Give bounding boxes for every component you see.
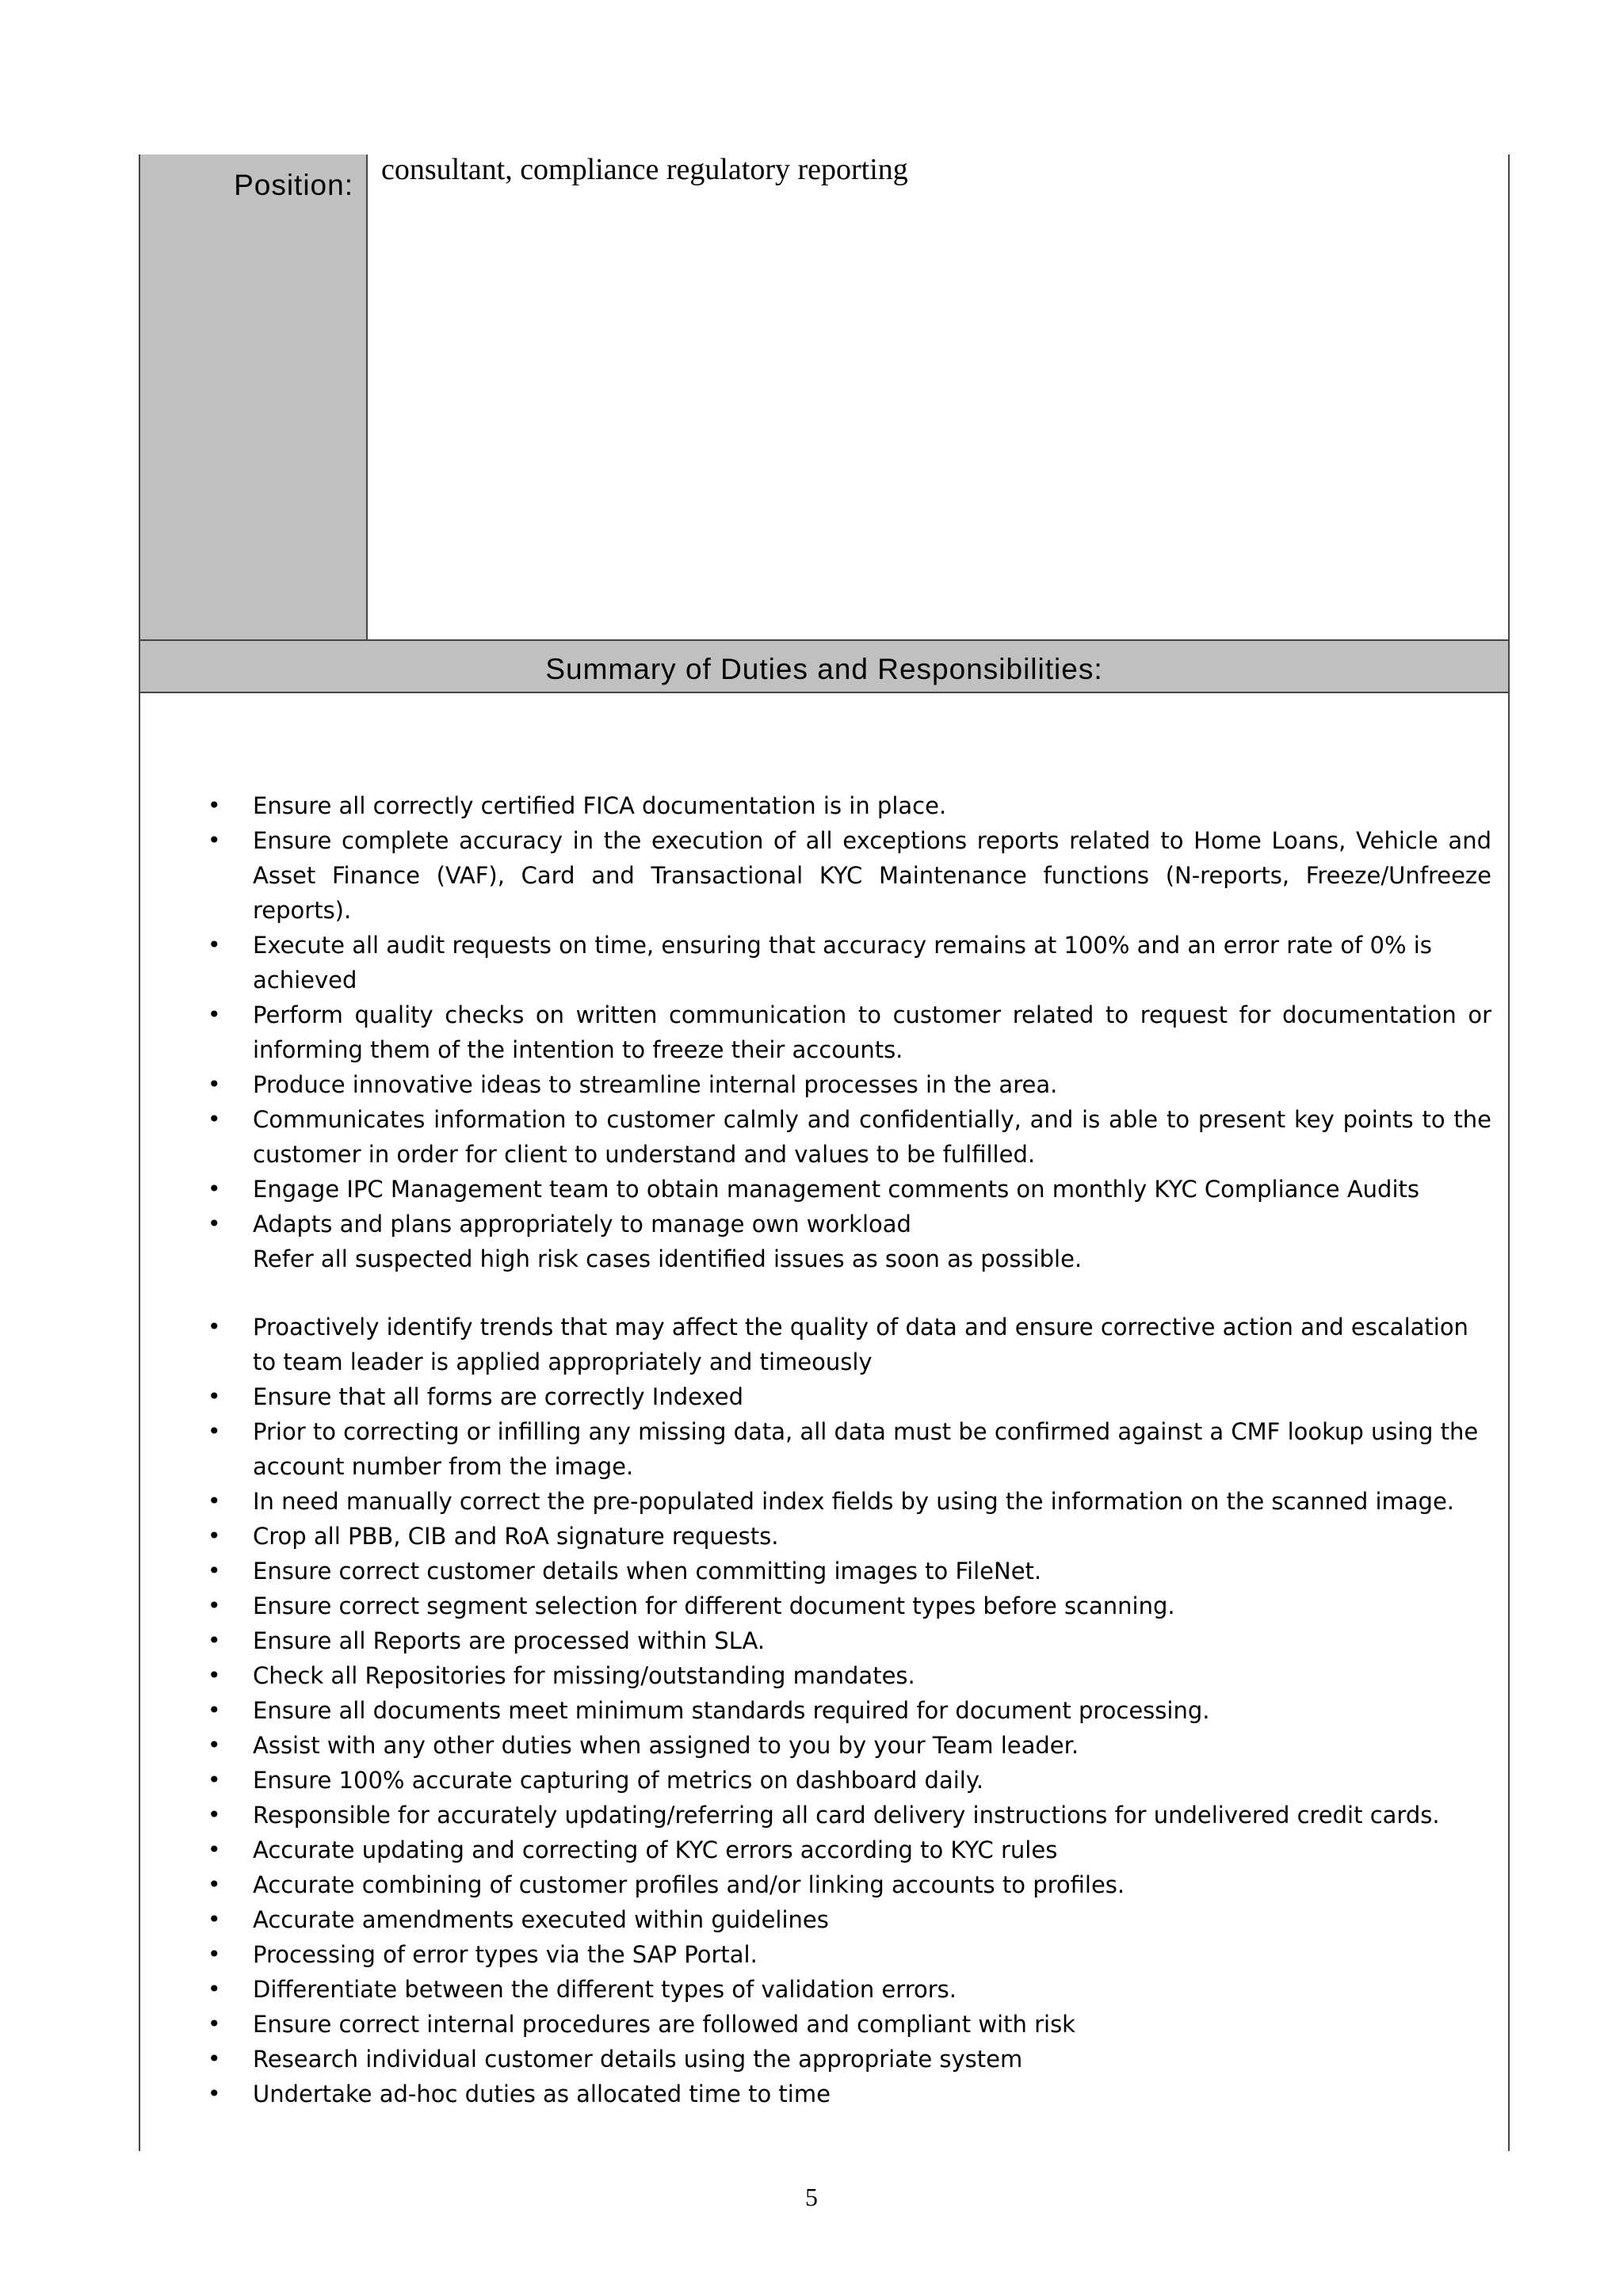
duties-list bbox=[0, 788, 1623, 2111]
list-item bbox=[0, 1067, 1623, 1102]
bullet-icon: • bbox=[208, 1802, 221, 1828]
bullet-icon: • bbox=[208, 1836, 221, 1863]
duty-text: Crop all PBB, CIB and RoA signature requests. bbox=[253, 1523, 779, 1550]
list-item bbox=[0, 2077, 1623, 2111]
duty-text: Prior to correcting or infilling any missing data, all data must be confirmed against a CMF lookup using the account number from the image. bbox=[253, 1418, 1479, 1480]
list-item bbox=[0, 1798, 1623, 1833]
duty-text: Responsible for accurately updating/referring all card delivery instructions for undelivered credit cards. bbox=[253, 1802, 1440, 1829]
list-item bbox=[0, 1623, 1623, 1658]
bullet-icon: • bbox=[208, 1314, 221, 1340]
bullet-icon: • bbox=[208, 932, 221, 958]
list-item bbox=[0, 1589, 1623, 1623]
page-number: 5 bbox=[805, 2183, 818, 2211]
duty-text: Proactively identify trends that may affect the quality of data and ensure corrective action and escalation to team leader is applied appropriately and timeously bbox=[253, 1314, 1468, 1375]
list-item bbox=[0, 1937, 1623, 1972]
bullet-icon: • bbox=[208, 827, 221, 853]
duty-text: Research individual customer details using the appropriate system bbox=[253, 2046, 1023, 2073]
bullet-icon: • bbox=[208, 1662, 221, 1688]
bullet-icon: • bbox=[208, 1558, 221, 1584]
list-item bbox=[0, 1693, 1623, 1728]
position-label-cell bbox=[140, 154, 366, 639]
list-item bbox=[0, 1554, 1623, 1589]
bullet-icon: • bbox=[208, 1106, 221, 1132]
list-item bbox=[0, 1207, 1623, 1241]
duty-text: Ensure that all forms are correctly Indexed bbox=[253, 1383, 743, 1410]
bullet-icon: • bbox=[208, 1488, 221, 1514]
bullet-icon: • bbox=[208, 1523, 221, 1549]
bullet-icon: • bbox=[208, 1627, 221, 1653]
list-item bbox=[0, 823, 1623, 928]
list-item bbox=[0, 1867, 1623, 1902]
duty-text: Ensure correct internal procedures are followed and compliant with risk bbox=[253, 2011, 1075, 2038]
list-item bbox=[0, 1310, 1623, 1379]
list-item bbox=[0, 928, 1623, 997]
duty-text: Ensure 100% accurate capturing of metrics on dashboard daily. bbox=[253, 1767, 984, 1794]
duty-text: Accurate combining of customer profiles and/or linking accounts to profiles. bbox=[253, 1871, 1125, 1898]
duty-text: Ensure complete accuracy in the execution of all exceptions reports related to Home Loans, Vehicle and Asset Finance (VAF), Card and Transactional KYC Maintenance functions (N-reports, Freeze/Unfreeze reports). bbox=[253, 827, 1491, 924]
bullet-icon: • bbox=[208, 1211, 221, 1237]
bullet-icon: • bbox=[208, 1941, 221, 1967]
duty-text: Differentiate between the different types of validation errors. bbox=[253, 1976, 957, 2003]
duty-text: Processing of error types via the SAP Portal. bbox=[253, 1941, 758, 1968]
list-item bbox=[0, 1972, 1623, 2007]
bullet-icon: • bbox=[208, 2011, 221, 2037]
list-item bbox=[0, 2042, 1623, 2077]
plain-duty-line: Refer all suspected high risk cases identified issues as soon as possible. bbox=[253, 1245, 1083, 1272]
duty-text: Execute all audit requests on time, ensuring that accuracy remains at 100% and an error rate of 0% is achieved bbox=[253, 932, 1432, 994]
list-item bbox=[0, 1172, 1623, 1207]
duty-text: Ensure all correctly certified FICA documentation is in place. bbox=[253, 792, 947, 819]
list-item bbox=[0, 788, 1623, 823]
bullet-icon: • bbox=[208, 1592, 221, 1619]
duty-text: Assist with any other duties when assigned to you by your Team leader. bbox=[253, 1732, 1079, 1759]
duty-text: Accurate amendments executed within guidelines bbox=[253, 1906, 829, 1933]
list-item bbox=[0, 997, 1623, 1067]
bullet-icon: • bbox=[208, 1767, 221, 1793]
bullet-icon: • bbox=[208, 1383, 221, 1409]
bullet-icon: • bbox=[208, 1976, 221, 2002]
position-value: consultant, compliance regulatory reporting bbox=[381, 153, 908, 186]
bullet-icon: • bbox=[208, 2046, 221, 2072]
duty-text: Perform quality checks on written communication to customer related to request for documentation or informing them of the intention to freeze their accounts. bbox=[253, 1001, 1491, 1063]
list-item bbox=[0, 1519, 1623, 1554]
summary-title: Summary of Duties and Responsibilities: bbox=[545, 653, 1103, 685]
duty-text: Engage IPC Management team to obtain management comments on monthly KYC Compliance Audits bbox=[253, 1176, 1419, 1203]
position-label: Position: bbox=[234, 169, 353, 201]
duty-text: Accurate updating and correcting of KYC errors according to KYC rules bbox=[253, 1836, 1058, 1863]
list-item bbox=[0, 1728, 1623, 1763]
duty-text: Ensure correct customer details when committing images to FileNet. bbox=[253, 1558, 1042, 1585]
bullet-icon: • bbox=[208, 2081, 221, 2107]
bullet-icon: • bbox=[208, 792, 221, 818]
duty-text: Ensure all documents meet minimum standards required for document processing. bbox=[253, 1697, 1210, 1724]
bullet-icon: • bbox=[208, 1001, 221, 1028]
duty-text: Communicates information to customer calmly and confidentially, and is able to present key points to the customer in order for client to understand and values to be fulfilled. bbox=[253, 1106, 1491, 1168]
duty-text: Undertake ad-hoc duties as allocated time to time bbox=[253, 2081, 831, 2107]
list-item bbox=[0, 1833, 1623, 1867]
list-item bbox=[0, 1102, 1623, 1172]
duty-text: Produce innovative ideas to streamline internal processes in the area. bbox=[253, 1071, 1058, 1098]
duty-text: In need manually correct the pre-populated index fields by using the information on the scanned image. bbox=[253, 1488, 1455, 1515]
bullet-icon: • bbox=[208, 1071, 221, 1097]
list-item bbox=[0, 1414, 1623, 1484]
list-item bbox=[0, 1379, 1623, 1414]
position-cell-divider bbox=[366, 154, 368, 641]
list-item bbox=[0, 1658, 1623, 1693]
bullet-icon: • bbox=[208, 1906, 221, 1932]
bullet-icon: • bbox=[208, 1176, 221, 1202]
duty-text: Check all Repositories for missing/outstanding mandates. bbox=[253, 1662, 915, 1689]
summary-header bbox=[140, 639, 1508, 693]
list-item bbox=[0, 1484, 1623, 1519]
duty-text: Adapts and plans appropriately to manage own workload bbox=[253, 1211, 911, 1238]
bullet-icon: • bbox=[208, 1871, 221, 1897]
list-item bbox=[0, 2007, 1623, 2042]
bullet-icon: • bbox=[208, 1732, 221, 1758]
bullet-icon: • bbox=[208, 1697, 221, 1723]
list-item bbox=[0, 1763, 1623, 1798]
duty-text: Ensure all Reports are processed within SLA. bbox=[253, 1627, 766, 1654]
duty-text: Ensure correct segment selection for different document types before scanning. bbox=[253, 1592, 1175, 1619]
spacer bbox=[0, 1276, 1623, 1310]
list-item bbox=[0, 1902, 1623, 1937]
bullet-icon: • bbox=[208, 1418, 221, 1444]
